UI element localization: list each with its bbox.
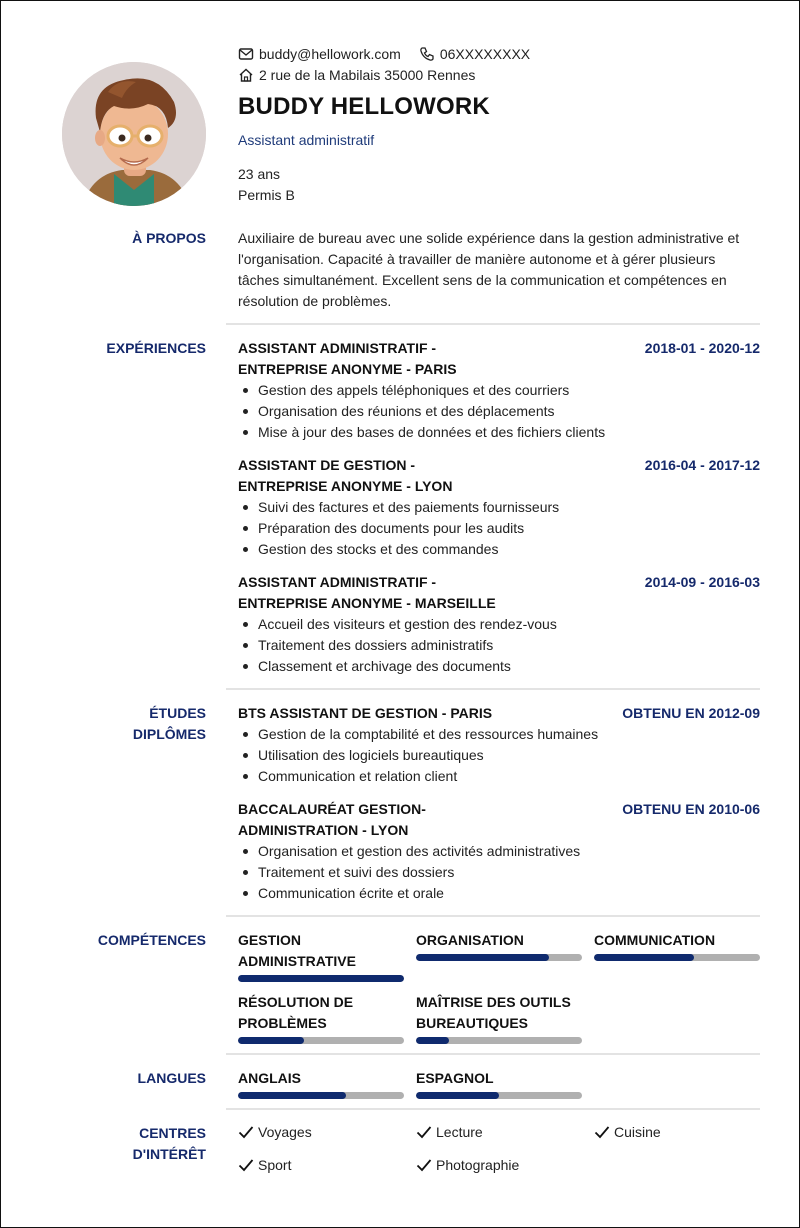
interest-label: Cuisine [614,1124,661,1140]
skill-item [594,930,760,961]
entry-title-line: ASSISTANT DE GESTION - [238,457,416,473]
list-item: Mise à jour des bases de données et des fichiers clients [258,422,760,443]
entry-title-line: ENTREPRISE ANONYME - PARIS [238,361,457,377]
language-bar [238,1092,404,1099]
skill-bar [594,954,760,961]
check-icon [594,1125,610,1139]
interest-item [238,1124,312,1140]
experience-entry [238,455,760,560]
list-item: Traitement des dossiers administratifs [258,635,760,656]
section-label-about: À PROPOS [132,230,206,246]
skill-bar-fill [594,954,694,961]
interest-label: Photographie [436,1157,520,1173]
skill-bar-fill [238,975,404,982]
language-label: ANGLAIS [238,1070,301,1086]
list-item: Traitement et suivi des dossiers [258,862,760,883]
interest-item [594,1124,661,1140]
header [238,43,760,206]
email-text[interactable]: buddy@hellowork.com [259,45,401,62]
entry-dates: 2016-04 - 2017-12 [644,457,760,473]
skill-bar [416,954,582,961]
about-text: Auxiliaire de bureau avec une solide expérience dans la gestion administrative et l'organisation. Capacité à travailler de manière autonome et à gérer plusieurs tâches simultanément. Excellent sens de la communication et compétences en résolution de problèmes. [238,230,740,309]
interest-label: Voyages [258,1124,312,1140]
skill-bar [416,1037,582,1044]
person-name: BUDDY HELLOWORK [238,93,490,120]
entry-bullets [238,497,760,560]
divider [226,915,760,917]
list-item: Utilisation des logiciels bureautiques [258,745,760,766]
entry-title-line: BACCALAURÉAT GESTION- [238,801,426,817]
license-text: Permis B [238,187,295,203]
skill-label: BUREAUTIQUES [416,1015,529,1031]
skill-bar-fill [416,1037,449,1044]
entry-dates: OBTENU EN 2010-06 [622,801,760,817]
entry-title-line: ASSISTANT ADMINISTRATIF - [238,340,437,356]
section-label-interests [21,1123,206,1165]
divider [226,688,760,690]
interest-label: Lecture [436,1124,483,1140]
skill-label: PROBLÈMES [238,1015,327,1031]
list-item: Organisation et gestion des activités administratives [258,841,760,862]
education-entry [238,799,760,904]
entry-bullets [238,380,760,443]
skill-bar [238,1037,404,1044]
list-item: Communication et relation client [258,766,760,787]
check-icon [238,1158,254,1172]
skill-label: RÉSOLUTION DE [238,994,354,1010]
skill-label: GESTION [238,932,302,948]
list-item: Communication écrite et orale [258,883,760,904]
language-item [416,1068,582,1099]
education-list [238,703,760,904]
contact-row [238,43,760,64]
avatar-illustration [62,62,206,206]
skill-label: MAÎTRISE DES OUTILS [416,994,571,1010]
skill-bar-fill [416,954,549,961]
check-icon [416,1125,432,1139]
section-label-line: ÉTUDES [149,705,206,721]
address-text: 2 rue de la Mabilais 35000 Rennes [259,66,476,83]
interest-item [416,1157,519,1173]
divider [226,323,760,325]
entry-dates: 2014-09 - 2016-03 [644,574,760,590]
list-item: Accueil des visiteurs et gestion des rendez-vous [258,614,760,635]
check-icon [416,1158,432,1172]
home-icon [238,67,254,83]
list-item: Gestion de la comptabilité et des ressources humaines [258,724,760,745]
skill-label: COMMUNICATION [594,932,716,948]
skill-label: ORGANISATION [416,932,524,948]
skill-item [238,930,404,982]
entry-dates: 2018-01 - 2020-12 [644,340,760,356]
check-icon [238,1125,254,1139]
language-label: ESPAGNOL [416,1070,494,1086]
section-label-skills: COMPÉTENCES [97,932,206,948]
entry-title-line: ENTREPRISE ANONYME - LYON [238,478,453,494]
address-row [238,64,760,85]
divider [226,1108,760,1110]
interest-item [238,1157,291,1173]
entry-bullets [238,614,760,677]
entry-title-line: BTS ASSISTANT DE GESTION - PARIS [238,705,493,721]
section-label-experiences: EXPÉRIENCES [106,340,206,356]
skill-label: ADMINISTRATIVE [238,953,356,969]
entry-bullets [238,724,760,787]
skill-bar-fill [238,1037,304,1044]
list-item: Gestion des stocks et des commandes [258,539,760,560]
language-bar-fill [416,1092,499,1099]
experience-entry [238,338,760,443]
age-text: 23 ans [238,166,281,182]
interest-label: Sport [258,1157,292,1173]
skill-item [238,992,404,1044]
experience-entry [238,572,760,677]
phone-icon [419,46,435,62]
list-item: Organisation des réunions et des déplacements [258,401,760,422]
mail-icon [238,46,254,62]
section-label-education [21,703,206,745]
education-entry [238,703,760,787]
language-item [238,1068,404,1099]
avatar [62,62,206,206]
phone-text[interactable]: 06XXXXXXXX [439,45,531,62]
skill-item [416,992,582,1044]
skill-item [416,930,582,961]
entry-title-line: ADMINISTRATION - LYON [238,822,409,838]
section-label-languages: LANGUES [137,1070,206,1086]
skill-bar [238,975,404,982]
entry-title-line: ENTREPRISE ANONYME - MARSEILLE [238,595,496,611]
list-item: Gestion des appels téléphoniques et des courriers [258,380,760,401]
entry-bullets [238,841,760,904]
job-title: Assistant administratif [238,132,375,148]
section-label-line: D'INTÉRÊT [132,1146,206,1162]
interest-item [416,1124,483,1140]
experiences-list [238,338,760,677]
list-item: Suivi des factures et des paiements fournisseurs [258,497,760,518]
section-label-line: CENTRES [139,1125,206,1141]
list-item: Préparation des documents pour les audits [258,518,760,539]
divider [226,1053,760,1055]
entry-title-line: ASSISTANT ADMINISTRATIF - [238,574,437,590]
entry-dates: OBTENU EN 2012-09 [622,705,760,721]
section-label-line: DIPLÔMES [132,726,206,742]
list-item: Classement et archivage des documents [258,656,760,677]
language-bar-fill [238,1092,346,1099]
language-bar [416,1092,582,1099]
